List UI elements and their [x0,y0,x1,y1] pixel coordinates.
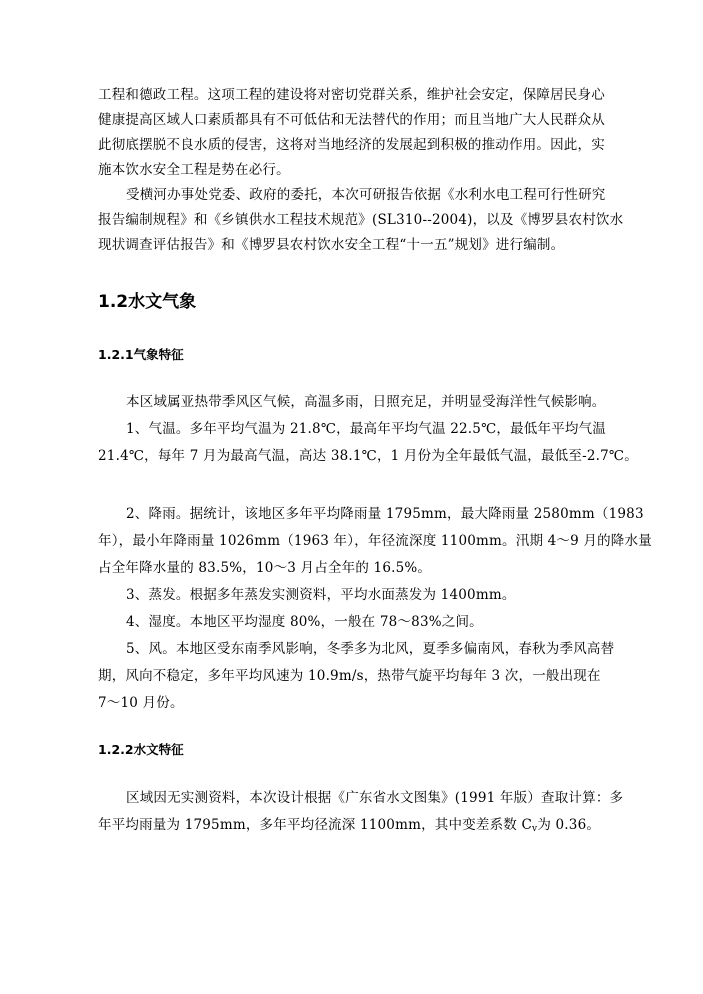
hydrology-text-pre: 年平均雨量为 1795mm，多年平均径流深 1100mm，其中变差系数 C [98,817,533,833]
hydrology-text-post: 为 0.36。 [537,817,601,833]
hydrology-line-2 [98,816,638,838]
temperature-line-1: 1、气温。多年平均气温为 21.8℃，最高年平均气温 22.5℃，最低年平均气温 [126,421,606,437]
intro-line-3: 此彻底摆脱不良水质的侵害，这将对当地经济的发展起到积极的推动作用。因此，实 [98,137,605,153]
intro-line-4: 施本饮水安全工程是势在必行。 [98,162,290,178]
variation-coefficient-subscript: v [532,824,538,834]
rainfall-line-1: 2、降雨。据统计，该地区多年平均降雨量 1795mm，最大降雨量 2580mm（1983 [126,506,644,522]
rainfall-line-2: 年），最小年降雨量 1026mm（1963 年），年径流深度 1100mm。汛期 4～9 月的降水量 [98,533,652,549]
para2-line-1: 受横河办事处党委、政府的委托，本次可研报告依据《水利水电工程可行性研究 [126,187,606,203]
para2-line-3: 现状调查评估报告》和《博罗县农村饮水安全工程“十一五”规划》进行编制。 [98,237,565,253]
wind-line-3: 7～10 月份。 [98,695,184,711]
section-heading: 1.2水文气象 [98,292,197,312]
evaporation-line: 3、蒸发。根据多年蒸发实测资料，平均水面蒸发为 1400mm。 [126,587,516,603]
humidity-line: 4、湿度。本地区平均湿度 80%，一般在 78～83%之间。 [126,614,483,630]
hydrology-line-1: 区域因无实测资料，本次设计根据《广东省水文图集》(1991 年版）查取计算：多 [126,790,624,806]
wind-line-2: 期，风向不稳定，多年平均风速为 10.9m/s，热带气旋平均每年 3 次，一般出现在 [98,668,601,684]
climate-intro: 本区域属亚热带季风区气候，高温多雨，日照充足，并明显受海洋性气候影响。 [126,394,606,410]
subsection-heading-hydrology: 1.2.2水文特征 [98,742,184,757]
subsection-heading-climate: 1.2.1气象特征 [98,347,184,362]
intro-line-1: 工程和德政工程。这项工程的建设将对密切党群关系，维护社会安定，保障居民身心 [98,87,605,103]
wind-line-1: 5、风。本地区受东南季风影响，冬季多为北风，夏季多偏南风，春秋为季风高替 [126,641,615,657]
para2-line-2: 报告编制规程》和《乡镇供水工程技术规范》(SL310--2004)，以及《博罗县农村饮水 [98,212,624,228]
intro-line-2: 健康提高区域人口素质都具有不可低估和无法替代的作用；而且当地广大人民群众从 [98,112,605,128]
rainfall-line-3: 占全年降水量的 83.5%，10～3 月占全年的 16.5%。 [98,560,432,576]
temperature-line-2: 21.4℃，每年 7 月为最高气温，高达 38.1℃，1 月份为全年最低气温，最低至-2.7℃。 [98,448,638,464]
